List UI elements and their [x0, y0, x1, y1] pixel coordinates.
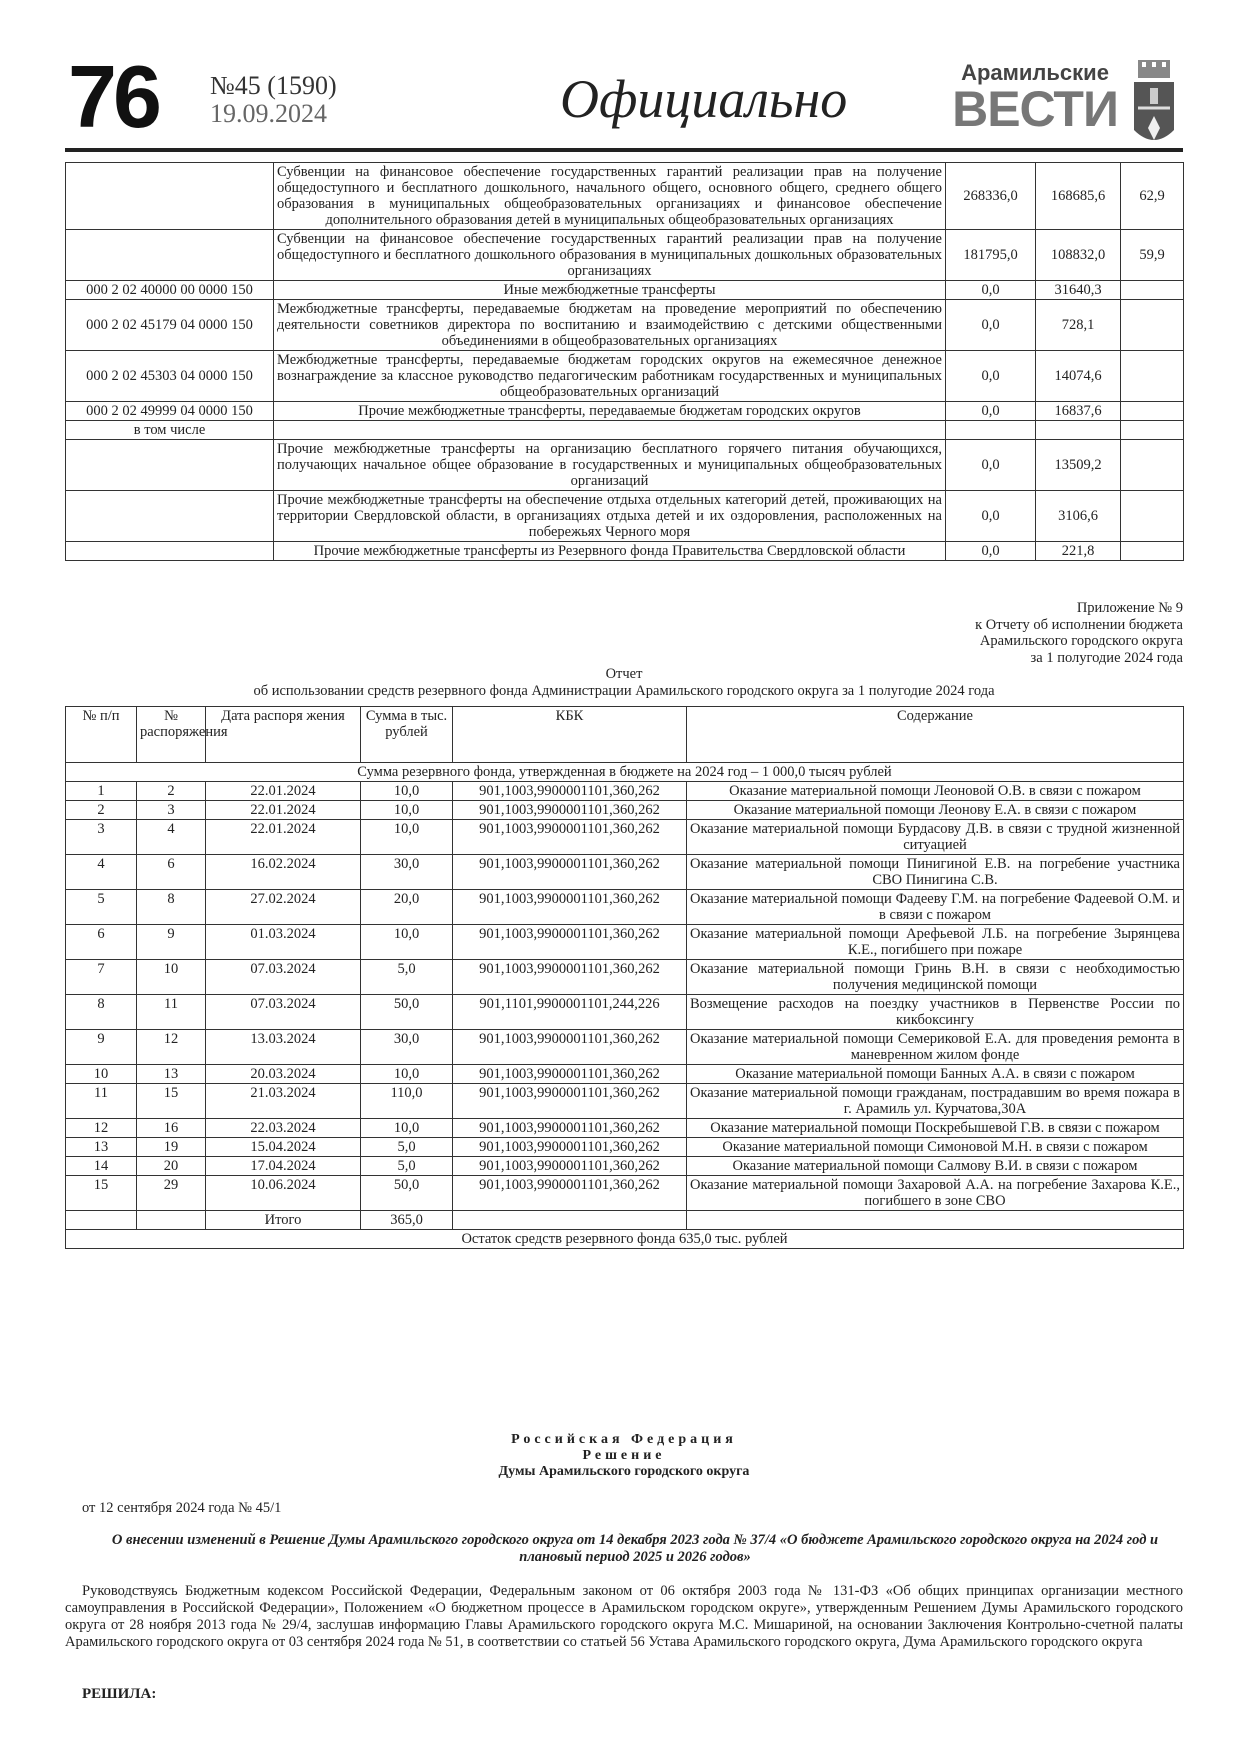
cell-5: Оказание материальной помощи Бурдасову Д.В. в связи с трудной жизненной ситуацией [687, 820, 1184, 855]
cell-2: 22.01.2024 [206, 801, 361, 820]
cell-v1 [946, 421, 1036, 440]
cell-2: 10.06.2024 [206, 1176, 361, 1211]
cell-5: Оказание материальной помощи Банных А.А. в связи с пожаром [687, 1065, 1184, 1084]
table-row [66, 1030, 1184, 1065]
cell-0: 2 [66, 801, 137, 820]
budget-table [65, 162, 1184, 561]
cell-v1: 0,0 [946, 351, 1036, 402]
table-row [66, 491, 1184, 542]
cell-2: 22.01.2024 [206, 782, 361, 801]
cell-5: Оказание материальной помощи Салмову В.И. в связи с пожаром [687, 1157, 1184, 1176]
table-row [66, 542, 1184, 561]
cell-4: 901,1003,9900001101,360,262 [453, 1065, 687, 1084]
total-value: 365,0 [361, 1211, 453, 1230]
cell-code: в том числе [66, 421, 274, 440]
cell-2: 07.03.2024 [206, 960, 361, 995]
cell-3: 10,0 [361, 801, 453, 820]
cell-0: 7 [66, 960, 137, 995]
cell-empty [137, 1211, 206, 1230]
logo-line1: Арамильские [961, 60, 1109, 85]
cell-4: 901,1003,9900001101,360,262 [453, 1084, 687, 1119]
cell-empty [453, 1211, 687, 1230]
cell-v3 [1121, 491, 1184, 542]
cell-1: 12 [137, 1030, 206, 1065]
table-row [66, 960, 1184, 995]
table-row [66, 402, 1184, 421]
cell-0: 14 [66, 1157, 137, 1176]
remainder-row [66, 1230, 1184, 1249]
cell-desc: Субвенции на финансовое обеспечение государственных гарантий реализации прав на получение общедоступного и бесплатного дошкольного образования в муниципальных дошкольных образовательных организациях [274, 230, 946, 281]
cell-1: 6 [137, 855, 206, 890]
decision-preamble: Руководствуясь Бюджетным кодексом Российской Федерации, Федеральным законом от 06 октября 2003 года № 131-ФЗ «Об общих принципах организации местного самоуправления в Российской Федерации», Положением «О бюджетном процессе в Арамильском городском округе», утвержденным Решением Думы Арамильского городского округа от 28 ноября 2013 года № 29/4, заслушав информацию Главы Арамильского городского округа М.С. Мишариной, на основании Заключения Контрольно-счетной палаты Арамильского городского округа от 03 сентября 2024 года № 51, в соответствии со статьей 56 Устава Арамильского городского округа, Дума Арамильского городского округа [65, 1583, 1183, 1650]
cell-v2: 728,1 [1036, 300, 1121, 351]
newspaper-logo [950, 60, 1120, 137]
column-header: КБК [453, 707, 687, 763]
cell-empty [66, 1211, 137, 1230]
cell-3: 10,0 [361, 1065, 453, 1084]
table-row [66, 925, 1184, 960]
cell-1: 13 [137, 1065, 206, 1084]
cell-desc: Субвенции на финансовое обеспечение государственных гарантий реализации прав на получение общедоступного и бесплатного дошкольного, начального общего, основного общего, среднего общего образования в муниципальных общеобразовательных организациях и финансовое обеспечение дополнительного образования детей в муниципальных общеобразовательных организациях [274, 163, 946, 230]
cell-1: 15 [137, 1084, 206, 1119]
cell-4: 901,1003,9900001101,360,262 [453, 1176, 687, 1211]
issue-number: №45 (1590) [210, 71, 337, 100]
cell-v3: 62,9 [1121, 163, 1184, 230]
cell-3: 50,0 [361, 1176, 453, 1211]
cell-2: 22.03.2024 [206, 1119, 361, 1138]
cell-3: 10,0 [361, 1119, 453, 1138]
page-number: 76 [68, 47, 158, 146]
decision-country: Российская Федерация [511, 1432, 737, 1447]
cell-5: Оказание материальной помощи гражданам, пострадавшим во время пожара в г. Арамиль ул. Курчатова,30А [687, 1084, 1184, 1119]
cell-1: 4 [137, 820, 206, 855]
cell-0: 9 [66, 1030, 137, 1065]
table-row [66, 351, 1184, 402]
reserve-fund-table [65, 706, 1184, 1249]
cell-desc: Прочие межбюджетные трансферты на обеспечение отдыха отдельных категорий детей, проживающих на территории Свердловской области, в организациях отдыха детей и их оздоровления, расположенных на побережьях Черного моря [274, 491, 946, 542]
cell-2: 07.03.2024 [206, 995, 361, 1030]
cell-3: 30,0 [361, 855, 453, 890]
logo-line2: ВЕСТИ [952, 81, 1118, 137]
total-label: Итого [206, 1211, 361, 1230]
table-row [66, 1084, 1184, 1119]
cell-3: 20,0 [361, 890, 453, 925]
cell-v1: 0,0 [946, 300, 1036, 351]
decision-date: от 12 сентября 2024 года № 45/1 [82, 1500, 282, 1516]
cell-code: 000 2 02 45303 04 0000 150 [66, 351, 274, 402]
cell-v3 [1121, 300, 1184, 351]
column-header: № п/п [66, 707, 137, 763]
cell-2: 17.04.2024 [206, 1157, 361, 1176]
cell-5: Оказание материальной помощи Пинигиной Е.В. на погребение участника СВО Пинигина С.В. [687, 855, 1184, 890]
decision-heading [65, 1432, 1183, 1480]
cell-v3: 59,9 [1121, 230, 1184, 281]
cell-5: Оказание материальной помощи Гринь В.Н. в связи с необходимостью получения медицинской помощи [687, 960, 1184, 995]
cell-0: 11 [66, 1084, 137, 1119]
cell-5: Оказание материальной помощи Леоновой О.В. в связи с пожаром [687, 782, 1184, 801]
cell-4: 901,1003,9900001101,360,262 [453, 890, 687, 925]
table-row [66, 801, 1184, 820]
header-rule [65, 148, 1183, 152]
cell-v1: 181795,0 [946, 230, 1036, 281]
cell-4: 901,1003,9900001101,360,262 [453, 801, 687, 820]
table-row [66, 820, 1184, 855]
cell-0: 6 [66, 925, 137, 960]
cell-v1: 0,0 [946, 281, 1036, 300]
table-row [66, 890, 1184, 925]
issue-date: 19.09.2024 [210, 99, 327, 128]
cell-desc: Межбюджетные трансферты, передаваемые бюджетам на проведение мероприятий по обеспечению деятельности советников директора по воспитанию и взаимодействию с детскими общественными объединениями в общеобразовательных организациях [274, 300, 946, 351]
column-header: Дата распоря жения [206, 707, 361, 763]
decision-title: О внесении изменений в Решение Думы Арамильского городского округа от 14 декабря 2023 года № 37/4 «О бюджете Арамильского городского округа на 2024 год и плановый период 2025 и 2026 годов» [111, 1532, 1159, 1565]
cell-v2: 168685,6 [1036, 163, 1121, 230]
table-row [66, 230, 1184, 281]
cell-1: 8 [137, 890, 206, 925]
cell-5: Оказание материальной помощи Арефьевой Л.Б. на погребение Зырянцева К.Е., погибшего при пожаре [687, 925, 1184, 960]
issue-info [210, 72, 337, 128]
cell-4: 901,1003,9900001101,360,262 [453, 820, 687, 855]
cell-5: Оказание материальной помощи Фадееву Г.М. на погребение Фадеевой О.М. и в связи с пожаром [687, 890, 1184, 925]
cell-1: 10 [137, 960, 206, 995]
coat-of-arms-icon [1130, 58, 1178, 150]
cell-code [66, 542, 274, 561]
cell-code [66, 491, 274, 542]
cell-2: 20.03.2024 [206, 1065, 361, 1084]
table-row [66, 440, 1184, 491]
column-header: Содержание [687, 707, 1184, 763]
cell-2: 16.02.2024 [206, 855, 361, 890]
cell-4: 901,1003,9900001101,360,262 [453, 1030, 687, 1065]
cell-1: 3 [137, 801, 206, 820]
cell-0: 13 [66, 1138, 137, 1157]
cell-1: 20 [137, 1157, 206, 1176]
cell-v2 [1036, 421, 1121, 440]
cell-3: 10,0 [361, 820, 453, 855]
cell-v3 [1121, 542, 1184, 561]
cell-v2: 31640,3 [1036, 281, 1121, 300]
cell-0: 12 [66, 1119, 137, 1138]
cell-2: 21.03.2024 [206, 1084, 361, 1119]
cell-desc: Прочие межбюджетные трансферты на организацию бесплатного горячего питания обучающихся, получающих начальное общее образование в государственных и муниципальных общеобразовательных организаций [274, 440, 946, 491]
cell-code: 000 2 02 40000 00 0000 150 [66, 281, 274, 300]
cell-v2: 13509,2 [1036, 440, 1121, 491]
cell-1: 19 [137, 1138, 206, 1157]
cell-4: 901,1101,9900001101,244,226 [453, 995, 687, 1030]
cell-v1: 0,0 [946, 440, 1036, 491]
cell-5: Оказание материальной помощи Захаровой А.А. на погребение Захарова К.Е., погибшего в зоне СВО [687, 1176, 1184, 1211]
cell-3: 30,0 [361, 1030, 453, 1065]
cell-4: 901,1003,9900001101,360,262 [453, 960, 687, 995]
column-header: Сумма в тыс. рублей [361, 707, 453, 763]
cell-1: 2 [137, 782, 206, 801]
cell-code: 000 2 02 45179 04 0000 150 [66, 300, 274, 351]
section-title: Официально [560, 69, 848, 129]
appendix-line: к Отчету об исполнении бюджета [975, 616, 1183, 633]
cell-v3 [1121, 281, 1184, 300]
cell-desc: Иные межбюджетные трансферты [274, 281, 946, 300]
cell-code: 000 2 02 49999 04 0000 150 [66, 402, 274, 421]
cell-1: 11 [137, 995, 206, 1030]
cell-2: 13.03.2024 [206, 1030, 361, 1065]
table-row [66, 1157, 1184, 1176]
cell-2: 01.03.2024 [206, 925, 361, 960]
cell-v2: 14074,6 [1036, 351, 1121, 402]
cell-v3 [1121, 440, 1184, 491]
appendix-line: за 1 полугодие 2024 года [1030, 649, 1183, 666]
cell-1: 16 [137, 1119, 206, 1138]
table-row [66, 1065, 1184, 1084]
cell-desc: Прочие межбюджетные трансферты, передаваемые бюджетам городских округов [274, 402, 946, 421]
cell-0: 10 [66, 1065, 137, 1084]
table-row [66, 1119, 1184, 1138]
cell-0: 5 [66, 890, 137, 925]
cell-5: Оказание материальной помощи Леонову Е.А. в связи с пожаром [687, 801, 1184, 820]
decision-resolved: РЕШИЛА: [82, 1686, 157, 1702]
table-row [66, 1138, 1184, 1157]
cell-0: 1 [66, 782, 137, 801]
cell-2: 27.02.2024 [206, 890, 361, 925]
cell-4: 901,1003,9900001101,360,262 [453, 855, 687, 890]
cell-4: 901,1003,9900001101,360,262 [453, 925, 687, 960]
cell-code [66, 163, 274, 230]
cell-0: 3 [66, 820, 137, 855]
cell-0: 4 [66, 855, 137, 890]
cell-3: 10,0 [361, 925, 453, 960]
cell-desc: Прочие межбюджетные трансферты из Резервного фонда Правительства Свердловской области [274, 542, 946, 561]
decision-body-name: Думы Арамильского городского округа [498, 1464, 750, 1479]
report-heading [65, 666, 1183, 700]
cell-empty [687, 1211, 1184, 1230]
cell-code [66, 230, 274, 281]
cell-2: 22.01.2024 [206, 820, 361, 855]
table-row [66, 163, 1184, 230]
cell-desc: Межбюджетные трансферты, передаваемые бюджетам городских округов на ежемесячное денежное вознаграждение за классное руководство педагогическим работникам государственных и муниципальных общеобразовательных организаций [274, 351, 946, 402]
cell-2: 15.04.2024 [206, 1138, 361, 1157]
cell-3: 10,0 [361, 782, 453, 801]
cell-0: 8 [66, 995, 137, 1030]
cell-v1: 0,0 [946, 491, 1036, 542]
cell-1: 9 [137, 925, 206, 960]
cell-3: 5,0 [361, 1138, 453, 1157]
cell-v2: 16837,6 [1036, 402, 1121, 421]
cell-desc [274, 421, 946, 440]
table-row [66, 421, 1184, 440]
table-row [66, 855, 1184, 890]
column-header: № распоряжения [137, 707, 206, 763]
report-title: Отчет [605, 666, 643, 682]
cell-1: 29 [137, 1176, 206, 1211]
total-row [66, 1211, 1184, 1230]
table-row [66, 995, 1184, 1030]
cell-v1: 0,0 [946, 402, 1036, 421]
cell-3: 5,0 [361, 960, 453, 995]
cell-5: Возмещение расходов на поездку участников в Первенстве России по кикбоксингу [687, 995, 1184, 1030]
cell-5: Оказание материальной помощи Симоновой М.Н. в связи с пожаром [687, 1138, 1184, 1157]
remainder: Остаток средств резервного фонда 635,0 тыс. рублей [66, 1230, 1184, 1249]
cell-code [66, 440, 274, 491]
cell-4: 901,1003,9900001101,360,262 [453, 1119, 687, 1138]
table-row [66, 300, 1184, 351]
cell-v1: 0,0 [946, 542, 1036, 561]
cell-v2: 221,8 [1036, 542, 1121, 561]
decision-type: Решение [582, 1448, 666, 1463]
cell-4: 901,1003,9900001101,360,262 [453, 1157, 687, 1176]
report-subtitle: об использовании средств резервного фонда Администрации Арамильского городского округа за 1 полугодие 2024 года [253, 683, 995, 699]
fund-total: Сумма резервного фонда, утвержденная в бюджете на 2024 год – 1 000,0 тысяч рублей [66, 763, 1184, 782]
cell-v2: 3106,6 [1036, 491, 1121, 542]
cell-v3 [1121, 351, 1184, 402]
table-row [66, 1176, 1184, 1211]
cell-4: 901,1003,9900001101,360,262 [453, 1138, 687, 1157]
fund-total-row [66, 763, 1184, 782]
cell-4: 901,1003,9900001101,360,262 [453, 782, 687, 801]
cell-3: 5,0 [361, 1157, 453, 1176]
cell-5: Оказание материальной помощи Поскребышевой Г.В. в связи с пожаром [687, 1119, 1184, 1138]
cell-3: 110,0 [361, 1084, 453, 1119]
appendix-note [975, 600, 1183, 666]
cell-3: 50,0 [361, 995, 453, 1030]
cell-v3 [1121, 402, 1184, 421]
table-row [66, 281, 1184, 300]
cell-5: Оказание материальной помощи Семериковой Е.А. для проведения ремонта в маневренном жилом фонде [687, 1030, 1184, 1065]
appendix-line: Приложение № 9 [1076, 600, 1183, 616]
table-row [66, 782, 1184, 801]
cell-0: 15 [66, 1176, 137, 1211]
cell-v2: 108832,0 [1036, 230, 1121, 281]
appendix-line: Арамильского городского округа [979, 633, 1183, 649]
cell-v3 [1121, 421, 1184, 440]
cell-v1: 268336,0 [946, 163, 1036, 230]
